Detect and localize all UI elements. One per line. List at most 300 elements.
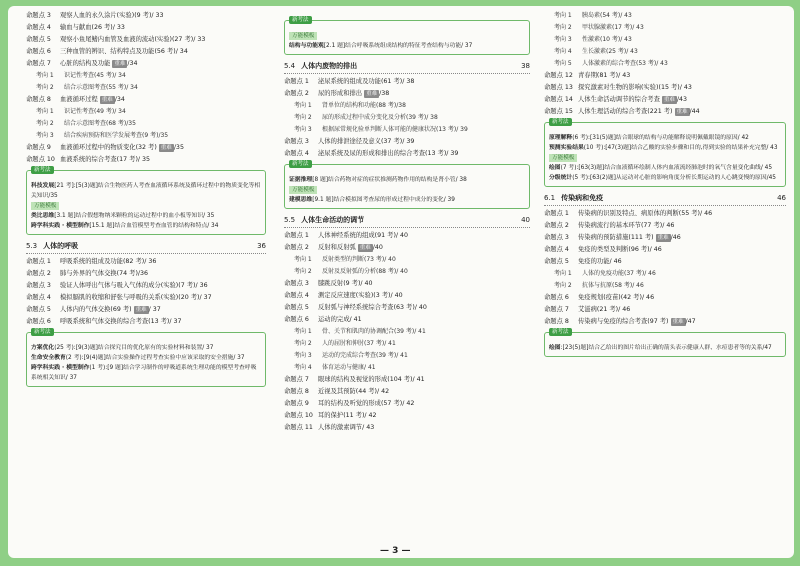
page-ref: /34 — [127, 60, 138, 67]
page-ref: / 46 — [632, 282, 644, 289]
page-ref: / 46 — [609, 258, 622, 265]
difficulty-tag: 重难 — [359, 245, 371, 251]
exam-count: (39 考) — [406, 114, 427, 121]
column-left — [26, 10, 266, 391]
topic-number: 命题点 1 — [284, 232, 309, 239]
exam-count: (42 考) — [620, 294, 642, 301]
topic-number: 命题点 10 — [284, 412, 313, 419]
topic-row — [284, 410, 530, 422]
topic-number: 命题点 6 — [284, 316, 309, 323]
topic-row — [26, 256, 266, 268]
topic-row — [284, 242, 530, 254]
topic-row — [544, 208, 786, 220]
topic-row — [544, 256, 786, 268]
topic-row — [544, 316, 786, 328]
difficulty-tag: 重难 — [160, 145, 172, 151]
difficulty-tag: 重难 — [114, 61, 126, 67]
topic-row — [284, 76, 530, 88]
topic-title: 性激素 — [582, 36, 601, 43]
page-ref: / 37 — [461, 43, 473, 49]
page-ref: / 37 — [199, 294, 212, 301]
exam-direction-row — [284, 350, 530, 362]
topic-title: 运动的完成 — [318, 316, 350, 323]
topic-row — [284, 422, 530, 434]
method-line — [31, 343, 261, 353]
page-ref: / 39 — [446, 150, 459, 157]
topic-title: 人体神经系统的组成 — [318, 232, 375, 239]
topic-number: 命题点 8 — [26, 96, 51, 103]
exam-count: (45 考) — [94, 72, 115, 79]
exam-count: (37 考) — [380, 138, 403, 145]
topic-title: 结合示意图考查 — [64, 120, 107, 127]
page-ref: / 38 — [426, 114, 438, 121]
topic-list-infectious — [544, 208, 786, 328]
topic-title: 结合示意图考查 — [64, 84, 107, 91]
method-line — [31, 181, 261, 201]
topic-title: 生长激素 — [582, 48, 607, 55]
topic-row — [544, 82, 786, 94]
exam-count: (88 考) — [376, 102, 397, 109]
difficulty-tag: 重难 — [663, 97, 675, 103]
topic-number: 考向 2 — [294, 268, 312, 275]
template-label: 万能模板 — [31, 202, 59, 210]
method-line — [549, 133, 781, 143]
topic-row — [26, 22, 266, 34]
method-type: 方案优化 — [31, 345, 55, 351]
topic-number: 考向 1 — [554, 270, 572, 277]
topic-row — [284, 374, 530, 386]
exam-count: (32 考) — [135, 144, 157, 151]
page-ref: /35 — [126, 120, 136, 127]
topic-title: 反射类型的判断 — [322, 256, 365, 263]
difficulty-tag: 重难 — [657, 235, 669, 241]
topic-number: 命题点 5 — [26, 36, 51, 43]
topic-number: 考向 2 — [554, 282, 572, 289]
topic-number: 命题点 2 — [284, 90, 309, 97]
topic-number: 考向 3 — [294, 126, 312, 133]
topic-number: 命题点 3 — [26, 12, 51, 19]
topic-title: 运动的完成综合考查 — [322, 352, 377, 359]
topic-title: 探究激素对生物的影响(实验) — [578, 84, 659, 91]
page-ref: / 42 — [377, 388, 390, 395]
page-ref: / 42 — [402, 400, 415, 407]
exam-count: (74 考) — [116, 270, 138, 277]
exam-count: (81 考) — [596, 72, 619, 79]
page-ref: / 41 — [364, 364, 376, 371]
topic-number: 命题点 2 — [544, 222, 569, 229]
exam-direction-row — [284, 326, 530, 338]
method-line — [289, 175, 525, 185]
method-type: 类比思维 — [31, 213, 55, 219]
topic-title: 传染病流行的基本环节 — [578, 222, 641, 229]
exam-direction-row — [544, 34, 786, 46]
page-ref: / 39 — [443, 197, 455, 203]
page-ref: / 41 — [396, 352, 408, 359]
page-ref: /43 — [676, 96, 688, 103]
exam-count: (9 考) — [343, 280, 361, 287]
topic-number: 命题点 7 — [284, 376, 309, 383]
method-type: 分级统计 — [549, 175, 573, 181]
new-method-badge: 新考法 — [31, 166, 54, 174]
difficulty-tag: 重难 — [366, 91, 378, 97]
topic-row — [544, 94, 786, 106]
topic-title: 根据尿常规化验单判断人体可能的健康状况 — [322, 126, 437, 133]
exam-direction-row — [544, 268, 786, 280]
topic-row — [284, 398, 530, 410]
method-text: (10 考):[47(3)题]结合乙酸的实验步骤和目的,得到实验的结果补充完整 — [583, 145, 767, 151]
page-ref: /40 — [372, 244, 383, 251]
topic-number: 命题点 5 — [26, 306, 51, 313]
page-ref: / 41 — [384, 340, 396, 347]
exam-count: (3 考) — [373, 292, 391, 299]
page-ref: / 45 — [760, 165, 773, 171]
topic-number: 考向 1 — [36, 72, 54, 79]
topic-title: 人体激素的综合考查 — [582, 60, 637, 67]
template-label: 万能模板 — [549, 154, 577, 162]
exam-count: (21 考) — [596, 306, 619, 313]
topic-row — [284, 148, 530, 160]
topic-title: 呼吸系统和气体交换的综合考查 — [60, 318, 149, 325]
topic-number: 考向 4 — [554, 48, 572, 55]
exam-count: (25 考) — [606, 48, 627, 55]
topic-row — [284, 386, 530, 398]
page-ref: / 43 — [618, 72, 631, 79]
new-method-box-infectious — [544, 329, 786, 357]
topic-title: 人体生命活动调节的综合考查 — [578, 96, 660, 103]
difficulty-tag: 重难 — [672, 319, 684, 325]
section-header-infectious: 6.1 传染病和免疫 46 — [544, 191, 786, 206]
exam-count: (73 考) — [364, 256, 385, 263]
page-ref: / 37 — [169, 318, 182, 325]
exam-direction-row — [26, 118, 266, 130]
page-ref: /47 — [685, 318, 696, 325]
topic-number: 考向 2 — [36, 120, 54, 127]
topic-row — [544, 70, 786, 82]
topic-title: 尿的形成过程中成分变化及分析 — [322, 114, 407, 121]
topic-title: 输血与献血 — [60, 24, 92, 31]
page-ref: / 36 — [144, 258, 157, 265]
method-text: (25 考):[9(3)题]结合探究目的优化原有的实验材料和装置 — [54, 345, 203, 351]
topic-title: 传染病与免疫的综合考查 — [578, 318, 648, 325]
topic-row — [26, 304, 266, 316]
topic-row — [284, 290, 530, 302]
topic-row — [26, 94, 266, 106]
topic-number: 命题点 3 — [284, 280, 309, 287]
exam-count: (104 考) — [387, 376, 413, 383]
page-ref: / 33 — [193, 36, 206, 43]
topic-row — [544, 244, 786, 256]
page-ref: / 37 — [233, 355, 245, 361]
topic-row — [544, 232, 786, 244]
method-type: 跨学科实践 · 模型制作 — [31, 365, 90, 371]
topic-title: 尿的形成和排出 — [318, 90, 363, 97]
page-ref: / 43 — [620, 36, 632, 43]
topic-number: 命题点 2 — [26, 270, 51, 277]
exam-count: (63 考) — [393, 304, 415, 311]
topic-number: 命题点 1 — [284, 78, 309, 85]
topic-title: 三种血管的辨识、结构特点及功能 — [60, 48, 155, 55]
method-type: 生命安全教育 — [31, 355, 66, 361]
exam-count: (54 考) — [600, 12, 621, 19]
exam-count: (97 考) — [647, 318, 669, 325]
topic-number: 命题点 6 — [544, 294, 569, 301]
page-ref: / 46 — [618, 306, 631, 313]
exam-direction-row — [26, 130, 266, 142]
topic-list-hormones — [544, 10, 786, 118]
method-text: [8 题]结合药物对症的症状推测药物作用的结构是肾小管 — [312, 177, 456, 183]
page-number: — 3 — — [380, 546, 411, 556]
topic-list-circulation — [26, 10, 266, 166]
topic-row — [284, 230, 530, 242]
topic-title: 测定反应速度(实验) — [318, 292, 374, 299]
exam-count: (15 考) — [658, 84, 680, 91]
topic-title: 人的屈肘和伸肘 — [322, 340, 365, 347]
method-line — [31, 211, 261, 221]
exam-count: (88 考) — [376, 268, 397, 275]
topic-title: 人体的排泄途径及意义 — [318, 138, 381, 145]
topic-row — [544, 220, 786, 232]
page-ref: /47 — [762, 345, 772, 351]
topic-number: 命题点 5 — [544, 258, 569, 265]
difficulty-tag: 重难 — [101, 97, 113, 103]
page-ref: /38 — [379, 90, 390, 97]
method-type: 原理解释 — [549, 135, 573, 141]
page-ref: / 41 — [412, 376, 425, 383]
topic-number: 命题点 3 — [544, 234, 569, 241]
exam-count: (27 考) — [171, 36, 194, 43]
new-method-badge: 新考法 — [289, 160, 312, 168]
page-ref: /46 — [670, 234, 681, 241]
topic-row — [544, 106, 786, 118]
method-text: [9.1 题]结合模拟图考查尿的形成过程中成分的变化 — [312, 197, 444, 203]
topic-title: 心脏的结构及功能 — [60, 60, 111, 67]
topic-number: 命题点 11 — [284, 424, 313, 431]
method-text: :[23(5)题]结合乙给出的图片给出正确的箭头表示健康人群、水痘患者等的关系 — [560, 345, 763, 351]
page-ref: / 37 — [148, 306, 161, 313]
method-type: 绘图 — [549, 165, 561, 171]
topic-number: 考向 1 — [294, 256, 312, 263]
topic-row — [26, 46, 266, 58]
new-method-badge: 新考法 — [289, 16, 312, 24]
exam-count: (55 考) — [678, 210, 700, 217]
method-line — [549, 173, 781, 183]
topic-title: 泌尿系统的组成及功能 — [318, 78, 381, 85]
topic-title: 人体的免疫功能 — [582, 270, 625, 277]
book-page — [8, 6, 794, 558]
topic-title: 验证人体呼出气体与吸入气体的成分(实验) — [60, 282, 179, 289]
exam-direction-row — [544, 58, 786, 70]
method-line — [31, 363, 261, 383]
exam-count: (61 考) — [380, 78, 403, 85]
page-ref: / 40 — [396, 268, 408, 275]
exam-count: (7 考) — [178, 282, 196, 289]
method-type: 结构与功能观 — [289, 43, 324, 49]
page-ref: / 33 — [151, 12, 164, 19]
page-ref: /45 — [766, 175, 776, 181]
topic-number: 命题点 6 — [26, 318, 51, 325]
topic-title: 人体内的气体交换 — [60, 306, 111, 313]
topic-title: 免疫的功能 — [578, 258, 610, 265]
page-ref: / 42 — [364, 412, 377, 419]
topic-title: 呼吸系统的组成及功能 — [60, 258, 123, 265]
topic-number: 考向 2 — [36, 84, 54, 91]
exam-count: (55 考) — [106, 84, 127, 91]
template-label: 万能模板 — [289, 186, 317, 194]
topic-row — [284, 136, 530, 148]
exam-count: (57 考) — [380, 400, 403, 407]
topic-number: 考向 3 — [36, 132, 54, 139]
exam-count: (82 考) — [122, 258, 145, 265]
exam-direction-row — [544, 280, 786, 292]
topic-number: 命题点 4 — [544, 246, 569, 253]
exam-direction-row — [284, 266, 530, 278]
topic-number: 考向 2 — [554, 24, 572, 31]
new-method-badge: 新考法 — [549, 118, 572, 126]
exam-count: (10 考) — [600, 36, 621, 43]
topic-row — [26, 316, 266, 328]
topic-number: 命题点 4 — [26, 294, 51, 301]
exam-count: (221 考) — [647, 108, 673, 115]
difficulty-tag: 重难 — [135, 307, 147, 313]
exam-count: (13 考) — [148, 318, 170, 325]
method-text: [3.1 题]结合假想物纳米颗粒的运动过程中的血小板等知识 — [54, 213, 204, 219]
topic-title: 血液循环过程中的物质变化 — [60, 144, 136, 151]
topic-number: 命题点 5 — [284, 304, 309, 311]
topic-number: 命题点 13 — [544, 84, 573, 91]
topic-number: 命题点 4 — [26, 24, 51, 31]
exam-direction-row — [284, 100, 530, 112]
topic-title: 胰岛素 — [582, 12, 601, 19]
topic-title: 膝跳反射 — [318, 280, 344, 287]
exam-count: (56 考) — [154, 48, 176, 55]
exam-count: (58 考) — [612, 282, 633, 289]
page-ref: / 35 — [137, 156, 151, 163]
method-text: [15.1 题]结合血管模型考查血管的结构和特点 — [89, 223, 208, 229]
method-type: 证据推理 — [289, 177, 313, 183]
page-ref: /35 — [173, 144, 184, 151]
page-ref: / 41 — [414, 328, 426, 335]
method-type: 科技发展 — [31, 183, 55, 189]
page-ref: /34 — [114, 96, 125, 103]
exam-direction-row — [26, 106, 266, 118]
topic-row — [544, 292, 786, 304]
new-method-box-structure — [284, 17, 530, 55]
topic-number: 考向 1 — [554, 12, 572, 19]
new-method-box-excretion — [284, 161, 530, 209]
exam-direction-row — [26, 70, 266, 82]
topic-row — [26, 10, 266, 22]
topic-number: 考向 1 — [36, 108, 54, 115]
topic-title: 传染病的预防措施 — [578, 234, 629, 241]
topic-number: 命题点 7 — [544, 306, 569, 313]
page-ref: /35 — [158, 132, 169, 139]
topic-title: 人体的激素调节 — [318, 424, 363, 431]
topic-number: 考向 5 — [554, 60, 572, 67]
topic-number: 命题点 8 — [284, 388, 309, 395]
topic-number: 考向 2 — [294, 340, 312, 347]
page-ref: / 46 — [644, 270, 656, 277]
topic-number: 命题点 9 — [26, 144, 51, 151]
exam-count: (17 考) — [612, 24, 633, 31]
topic-row — [26, 280, 266, 292]
topic-number: 考向 2 — [294, 114, 312, 121]
topic-number: 命题点 14 — [544, 96, 573, 103]
topic-title: 免疫规划(疫苗) — [578, 294, 621, 301]
new-method-box-circulation — [26, 167, 266, 235]
method-type: 建模思维 — [289, 197, 313, 203]
section-header-respiration: 5.3 人体的呼吸 36 — [26, 239, 266, 254]
method-text: (6 考):[31(5)题]结合眼球的结构与功能解释说明佩戴眼镜的原因 — [572, 135, 738, 141]
page-ref: / 38 — [455, 177, 467, 183]
exam-count: (69 考) — [110, 306, 132, 313]
topic-row — [284, 314, 530, 326]
exam-direction-row — [284, 338, 530, 350]
exam-count: (20 考) — [178, 294, 200, 301]
method-line — [31, 353, 261, 363]
topic-title: 眼球的结构及视觉的形成 — [318, 376, 388, 383]
exam-direction-row — [284, 124, 530, 136]
exam-count: (26 考) — [91, 24, 113, 31]
exam-count: (111 考) — [628, 234, 654, 241]
page-ref: / 46 — [699, 210, 713, 217]
page-ref: / 34 — [114, 108, 126, 115]
topic-title: 反射及反射弧的分析 — [322, 268, 377, 275]
topic-title: 甲状腺激素 — [582, 24, 613, 31]
topic-title: 耳的保护 — [318, 412, 344, 419]
topic-number: 命题点 1 — [544, 210, 569, 217]
method-line — [549, 343, 781, 353]
topic-row — [26, 58, 266, 70]
exam-count: (49 考) — [94, 108, 115, 115]
page-ref: / 46 — [649, 246, 662, 253]
exam-direction-row — [544, 22, 786, 34]
page-ref: / 43 — [620, 12, 632, 19]
page-ref: / 40 — [360, 280, 373, 287]
page-ref: / 34 — [126, 84, 138, 91]
topic-title: 艾滋病 — [578, 306, 597, 313]
method-line — [289, 195, 525, 205]
method-line — [289, 41, 525, 51]
topic-title: 传染病的识别及特点、病原体的判断 — [578, 210, 679, 217]
topic-title: 血液循环过程 — [60, 96, 98, 103]
topic-row — [284, 278, 530, 290]
topic-number: 命题点 12 — [544, 72, 573, 79]
topic-number: 命题点 4 — [284, 150, 309, 157]
page-ref: / 46 — [662, 222, 675, 229]
topic-title: 观察小鱼尾鳍内血管及血液的流动(实验) — [60, 36, 172, 43]
exam-direction-row — [544, 10, 786, 22]
section-header-excretion: 5.4 人体内废物的排出 38 — [284, 59, 530, 74]
method-text: [2.1 题]结合呼吸系统组成结构的特征考查结构与功能 — [323, 43, 462, 49]
page-ref: / 40 — [384, 256, 396, 263]
topic-number: 命题点 15 — [544, 108, 573, 115]
topic-number: 命题点 8 — [544, 318, 569, 325]
method-line — [31, 221, 261, 231]
exam-count: (91 考) — [374, 232, 396, 239]
topic-row — [26, 154, 266, 166]
page-ref: / 46 — [641, 294, 655, 301]
topic-title: 骨、关节和肌肉的协调配合 — [322, 328, 395, 335]
page-ref: / 37 — [202, 345, 214, 351]
topic-title: 近视及其预防 — [318, 388, 356, 395]
page-ref: / 42 — [737, 135, 749, 141]
difficulty-tag: 重难 — [676, 109, 688, 115]
topic-number: 考向 1 — [294, 102, 312, 109]
topic-row — [26, 292, 266, 304]
method-text: (7 考):[63(3)题]结合血液循环绘制人体内血液流经肺泡时的氧气含量变化曲线 — [560, 165, 761, 171]
page-ref: / 34 — [207, 223, 219, 229]
exam-count: (68 考) — [106, 120, 127, 127]
